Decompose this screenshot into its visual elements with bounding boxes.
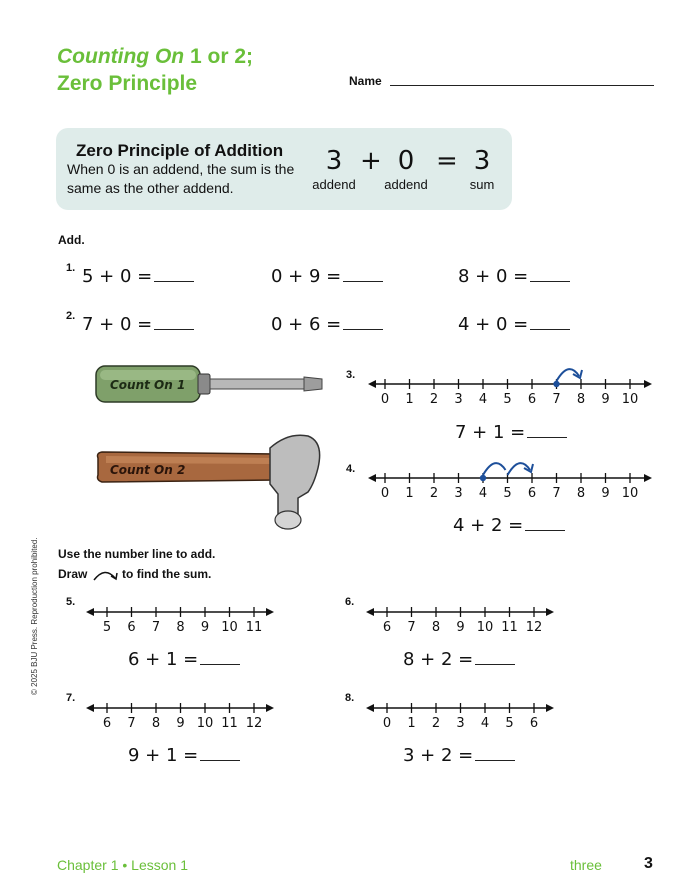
jump-arrow-icon [91, 568, 119, 582]
arrow-left-icon [366, 608, 374, 616]
problem-number: 5. [66, 596, 76, 608]
answer-blank[interactable] [343, 329, 383, 330]
tick-label: 10 [221, 620, 238, 635]
rule-text: When 0 is an addend, the sum is the same as the other addend. [67, 161, 295, 196]
eq-equals: = [436, 146, 458, 176]
eq-addend-b: 0 [397, 146, 415, 176]
tick-label: 7 [407, 620, 416, 635]
name-field[interactable] [390, 85, 654, 86]
arrow-left-icon [86, 704, 94, 712]
tick-label: 6 [527, 486, 537, 501]
problem-5: 6 + 1 = [128, 649, 240, 670]
tick-label: 0 [382, 716, 392, 731]
label-addend-a: addend [312, 177, 356, 192]
problem-number: 4. [346, 463, 356, 475]
answer-blank[interactable] [154, 329, 194, 330]
tick-label: 7 [127, 716, 136, 731]
problem-2c: 4 + 0 = [458, 314, 570, 335]
arrow-right-icon [546, 608, 554, 616]
tick-label: 11 [221, 716, 238, 731]
number-line-8[interactable] [360, 692, 560, 736]
title-italic: Counting On [57, 45, 185, 68]
tick-label: 10 [196, 716, 214, 731]
draw-instruction: Draw to find the sum. [58, 567, 212, 581]
eq-sum: 3 [473, 146, 491, 176]
number-line-3[interactable] [360, 362, 660, 412]
answer-blank[interactable] [475, 760, 515, 761]
answer-blank[interactable] [200, 760, 240, 761]
tick-label: 10 [621, 486, 639, 501]
tick-label: 1 [405, 486, 414, 501]
answer-blank[interactable] [530, 281, 570, 282]
answer-blank[interactable] [525, 530, 565, 531]
problem-number: 7. [66, 692, 76, 704]
label-addend-b: addend [384, 177, 428, 192]
answer-blank[interactable] [200, 664, 240, 665]
tick-label: 10 [621, 392, 639, 407]
copyright: © 2025 BJU Press. Reproduction prohibited. [30, 537, 39, 695]
number-line-7[interactable] [80, 692, 280, 736]
rule-title: Zero Principle of Addition [76, 141, 284, 160]
arrow-left-icon [86, 608, 94, 616]
tick-label: 2 [431, 716, 441, 731]
problem-4: 4 + 2 = [453, 515, 565, 536]
arrow-left-icon [368, 380, 376, 388]
tick-label: 8 [431, 620, 441, 635]
tick-label: 9 [200, 620, 210, 635]
page-number: 3 [644, 855, 653, 872]
eq-addend-a: 3 [325, 146, 343, 176]
tick-label: 8 [576, 392, 586, 407]
title-rest: 1 or 2; [184, 45, 253, 68]
tick-label: 12 [525, 620, 543, 635]
name-label: Name [349, 74, 382, 88]
tick-label: 6 [102, 716, 112, 731]
tick-label: 3 [454, 486, 463, 501]
tick-label: 4 [478, 392, 488, 407]
tick-label: 9 [176, 716, 185, 731]
problem-1b: 0 + 9 = [271, 266, 383, 287]
footer-chapter: Chapter 1 • Lesson 1 [57, 857, 188, 873]
answer-blank[interactable] [530, 329, 570, 330]
eq-plus: + [360, 146, 382, 176]
tick-label: 1 [407, 716, 416, 731]
problem-number: 8. [345, 692, 355, 704]
problem-number: 1. [66, 262, 76, 274]
label-sum: sum [469, 177, 495, 192]
problem-2a: 7 + 0 = [82, 314, 194, 335]
tick-label: 4 [480, 716, 490, 731]
number-line-5[interactable] [80, 596, 280, 640]
arrow-right-icon [644, 380, 652, 388]
tick-label: 6 [127, 620, 136, 635]
tick-label: 0 [380, 486, 390, 501]
tick-label: 8 [151, 716, 161, 731]
answer-blank[interactable] [343, 281, 383, 282]
hammer-icon [92, 428, 332, 532]
tick-label: 4 [478, 486, 488, 501]
tick-label: 2 [429, 486, 439, 501]
jump-arc [483, 463, 506, 475]
problem-number: 3. [346, 369, 356, 381]
tick-label: 7 [552, 392, 561, 407]
problem-6: 8 + 2 = [403, 649, 515, 670]
tick-label: 2 [429, 392, 439, 407]
tick-label: 3 [454, 392, 463, 407]
problem-number: 2. [66, 310, 76, 322]
arrow-right-icon [546, 704, 554, 712]
tick-label: 1 [405, 392, 414, 407]
tick-label: 6 [529, 716, 539, 731]
problem-1c: 8 + 0 = [458, 266, 570, 287]
answer-blank[interactable] [154, 281, 194, 282]
tick-label: 11 [501, 620, 518, 635]
arrow-right-icon [644, 474, 652, 482]
tick-label: 5 [503, 392, 512, 407]
number-line-instruction: Use the number line to add. [58, 547, 216, 561]
tick-label: 6 [382, 620, 392, 635]
tick-label: 10 [476, 620, 494, 635]
arrow-right-icon [266, 608, 274, 616]
tick-label: 9 [456, 620, 465, 635]
arrow-left-icon [366, 704, 374, 712]
title-line2: Zero Principle [57, 72, 198, 95]
number-line-6[interactable] [360, 596, 560, 640]
tick-label: 8 [576, 486, 586, 501]
problem-3: 7 + 1 = [455, 422, 567, 443]
tick-label: 11 [245, 620, 263, 635]
problem-2b: 0 + 6 = [271, 314, 383, 335]
tick-label: 6 [527, 392, 537, 407]
tick-label: 9 [601, 392, 610, 407]
problem-7: 9 + 1 = [128, 745, 240, 766]
page-title [57, 43, 253, 97]
tick-label: 7 [151, 620, 161, 635]
tick-label: 12 [245, 716, 263, 731]
answer-blank[interactable] [527, 437, 567, 438]
problem-1a: 5 + 0 = [82, 266, 194, 287]
footer-page-word: three [570, 857, 602, 873]
tick-label: 5 [102, 620, 112, 635]
screwdriver-label: Count On 1 [110, 378, 186, 392]
tick-label: 5 [503, 486, 512, 501]
tick-label: 0 [380, 392, 390, 407]
number-line-4[interactable] [360, 456, 660, 506]
screwdriver-icon [90, 362, 330, 408]
arrow-left-icon [368, 474, 376, 482]
tick-label: 8 [176, 620, 185, 635]
problem-number: 6. [345, 596, 355, 608]
add-instruction: Add. [58, 233, 85, 247]
tick-label: 3 [456, 716, 465, 731]
tick-label: 9 [601, 486, 610, 501]
tick-label: 7 [552, 486, 561, 501]
problem-8: 3 + 2 = [403, 745, 515, 766]
answer-blank[interactable] [475, 664, 515, 665]
arrow-right-icon [266, 704, 274, 712]
tick-label: 5 [505, 716, 514, 731]
start-dot [553, 381, 559, 387]
hammer-label: Count On 2 [110, 463, 186, 477]
start-dot [480, 475, 486, 481]
